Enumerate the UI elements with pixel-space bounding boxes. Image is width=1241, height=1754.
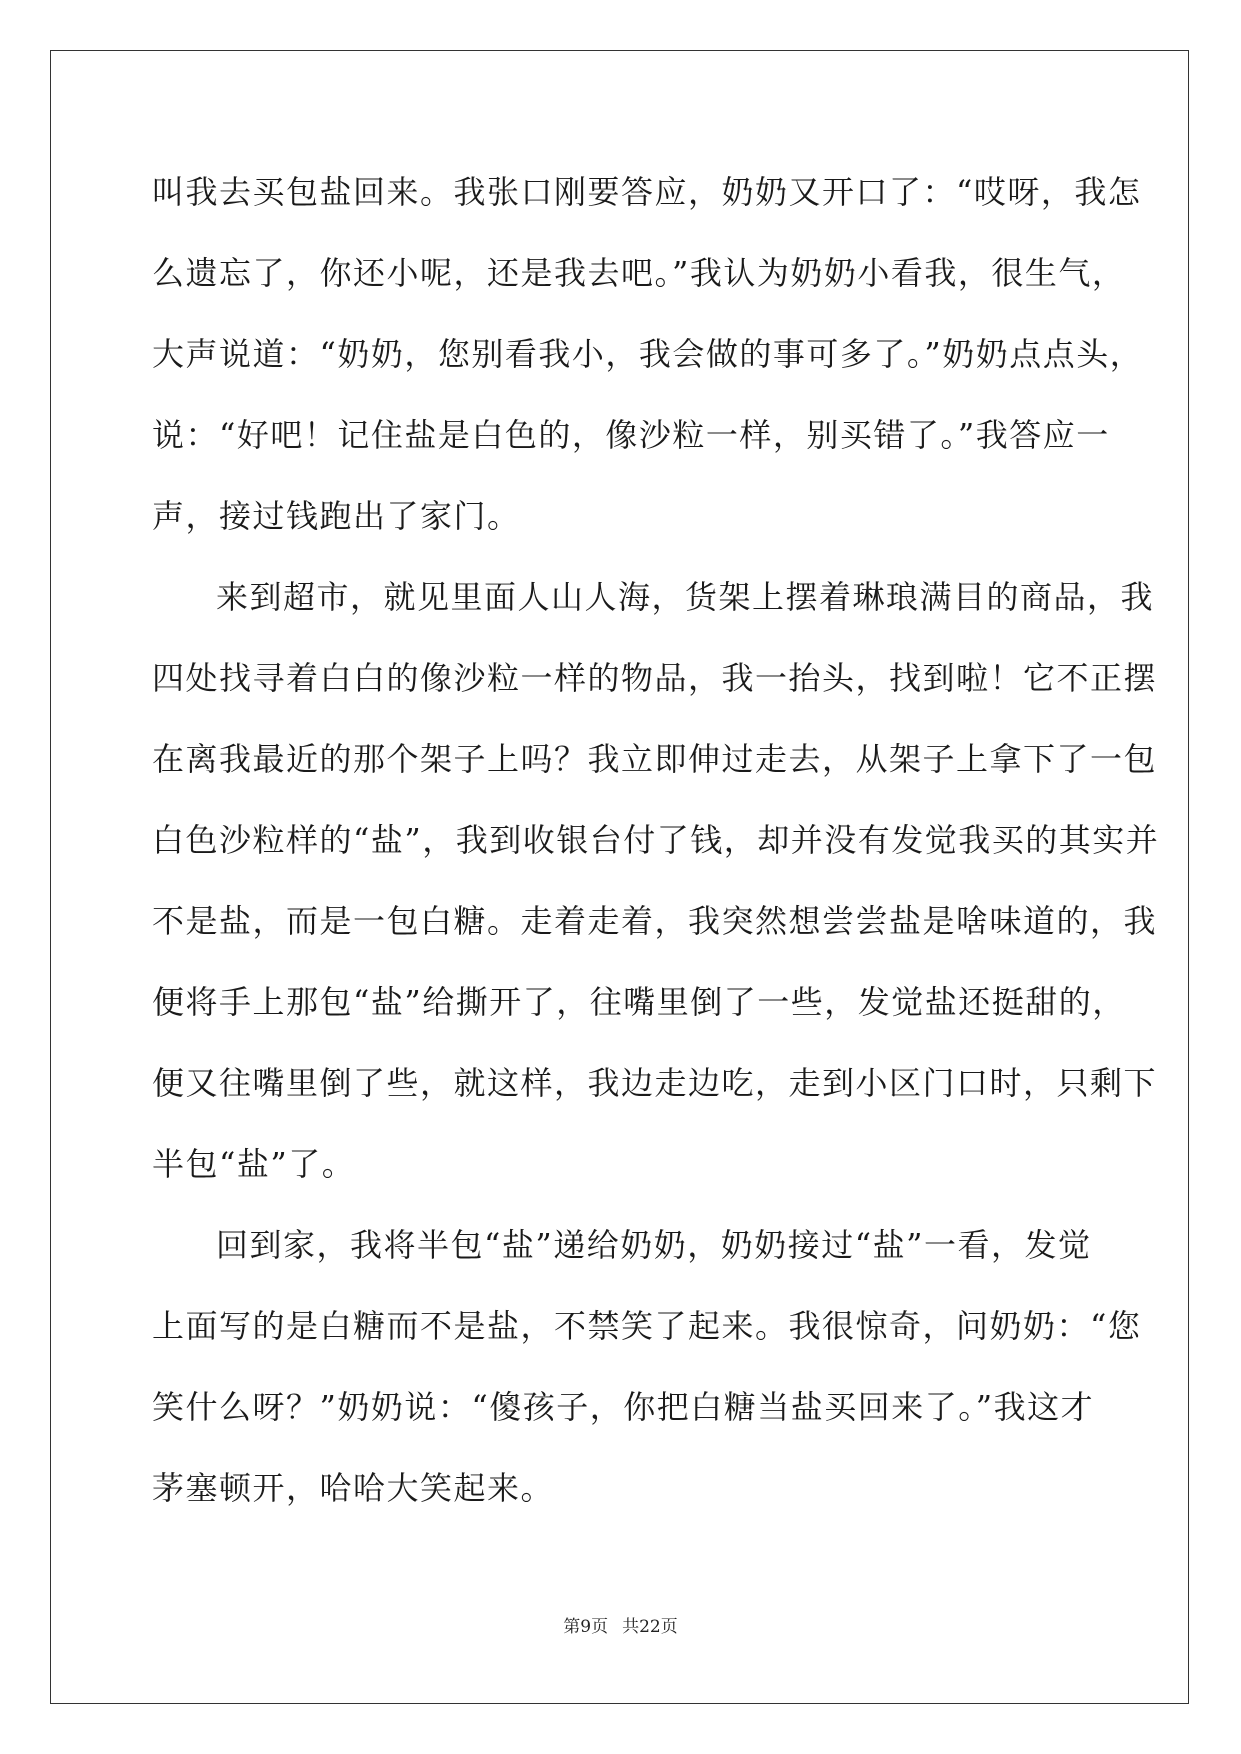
text-line: 上面写的是白糖而不是盐，不禁笑了起来。我很惊奇，问奶奶：“您: [152, 1307, 1142, 1345]
text-line: 茅塞顿开，哈哈大笑起来。: [152, 1469, 555, 1507]
text-line: 笑什么呀？”奶奶说：“傻孩子，你把白糖当盐买回来了。”我这才: [152, 1388, 1095, 1426]
paragraph-first-line: 回到家，我将半包“盐”递给奶奶，奶奶接过“盐”一看，发觉: [216, 1226, 1092, 1264]
text-line: 说：“好吧！记住盐是白色的，像沙粒一样，别买错了。”我答应一: [152, 416, 1110, 454]
document-body: [152, 167, 1160, 1544]
text-line: 不是盐，而是一包白糖。走着走着，我突然想尝尝盐是啥味道的，我: [152, 902, 1158, 940]
page-total: 共22页: [622, 1617, 678, 1637]
text-line: 半包“盐”了。: [152, 1145, 356, 1183]
text-line: 大声说道：“奶奶，您别看我小，我会做的事可多了。”奶奶点点头，: [152, 335, 1144, 373]
text-line: 便又往嘴里倒了些，就这样，我边走边吃，走到小区门口时，只剩下: [152, 1064, 1158, 1102]
page-footer: [0, 1612, 1241, 1637]
text-line: 在离我最近的那个架子上吗？我立即伸过走去，从架子上拿下了一包: [152, 740, 1158, 778]
text-line: 四处找寻着白白的像沙粒一样的物品，我一抬头，找到啦！它不正摆: [152, 659, 1158, 697]
text-line: 便将手上那包“盐”给撕开了，往嘴里倒了一些，发觉盐还挺甜的，: [152, 983, 1126, 1021]
page-number: 第9页: [563, 1617, 609, 1637]
text-line: 声，接过钱跑出了家门。: [152, 497, 521, 535]
text-line: 叫我去买包盐回来。我张口刚要答应，奶奶又开口了：“哎呀，我怎: [152, 173, 1142, 211]
text-line: 么遗忘了，你还小呢，还是我去吧。”我认为奶奶小看我，很生气，: [152, 254, 1126, 292]
paragraph-first-line: 来到超市，就见里面人山人海，货架上摆着琳琅满目的商品，我: [216, 578, 1155, 616]
text-line: 白色沙粒样的“盐”，我到收银台付了钱，却并没有发觉我买的其实并: [152, 821, 1160, 859]
